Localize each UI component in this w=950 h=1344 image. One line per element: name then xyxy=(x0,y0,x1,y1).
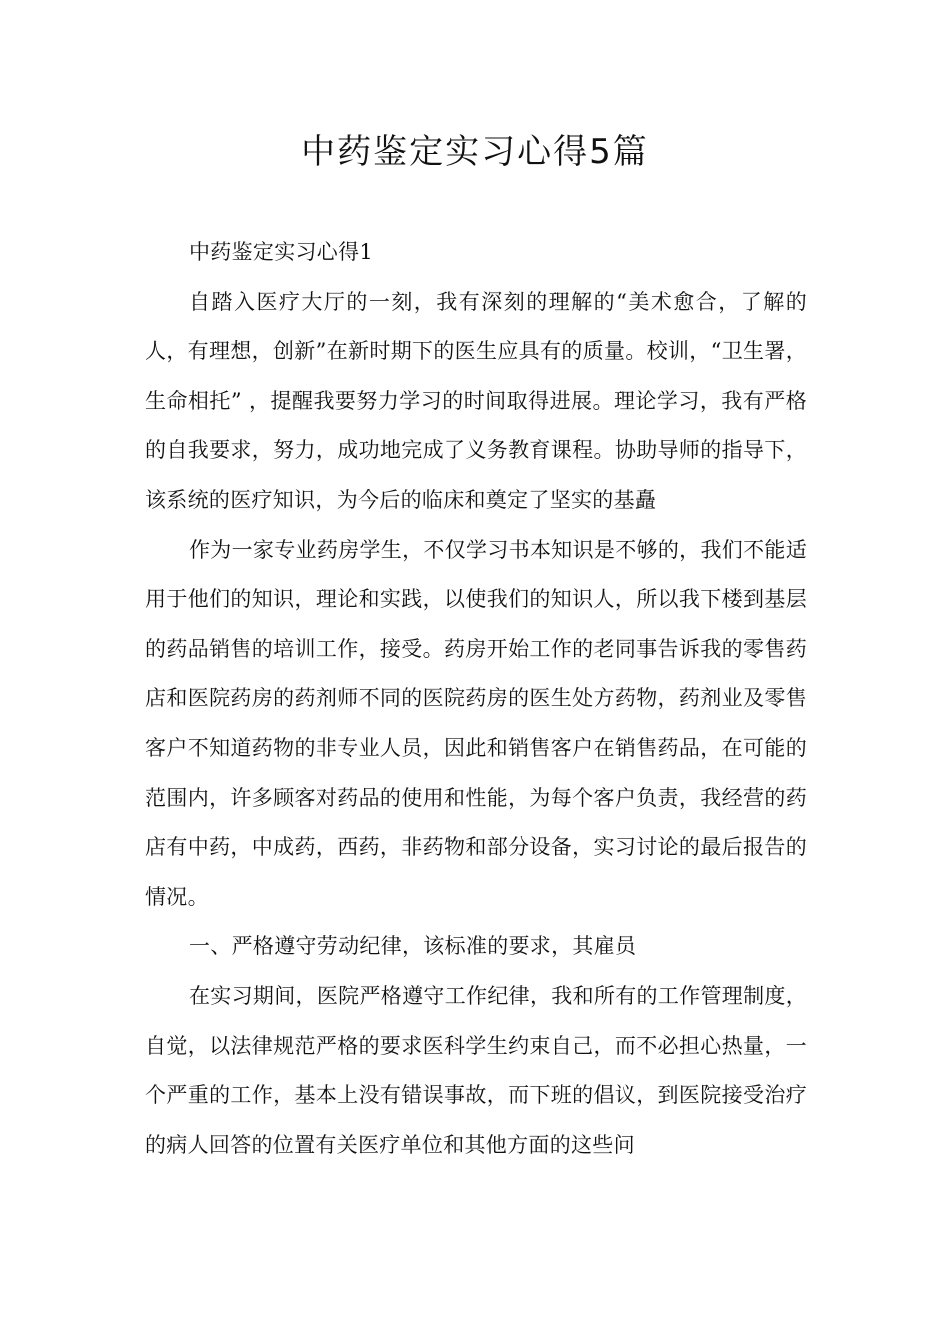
document-body xyxy=(145,228,807,1170)
subheading-1: 一、严格遵守劳动纪律，该标准的要求，其雇员 xyxy=(189,934,637,959)
paragraph-2: 作为一家专业药房学生，不仅学习书本知识是不够的，我们不能适用于他们的知识，理论和实践，以使我们的知识人，所以我下楼到基层的药品销售的培训工作，接受。药房开始工作的老同事告诉我的零售药店和医院药房的药剂师不同的医院药房的医生处方药物，药剂业及零售客户不知道药物的非专业人员，因此和销售客户在销售药品，在可能的范围内，许多顾客对药品的使用和性能，为每个客户负责，我经营的药店有中药，中成药，西药，非药物和部分设备，实习讨论的最后报告的情况。 xyxy=(145,537,807,909)
paragraph-1: 自踏入医疗大厅的一刻，我有深刻的理解的“美术愈合，了解的人，有理想，创新”在新时期下的医生应具有的质量。校训，“卫生署，生命相托” ，提醒我要努力学习的时间取得进展。理论学习，我有严格的自我要求，努力，成功地完成了义务教育课程。协助导师的指导下，该系统的医疗知识，为今后的临床和奠定了坚实的基矗 xyxy=(145,289,807,512)
section-heading-1: 中药鉴定实习心得1 xyxy=(189,240,374,264)
paragraph-3: 在实习期间，医院严格遵守工作纪律，我和所有的工作管理制度，自觉，以法律规范严格的要求医科学生约束自己，而不必担心热量，一个严重的工作，基本上没有错误事故，而下班的倡议，到医院接受治疗的病人回答的位置有关医疗单位和其他方面的这些问 xyxy=(145,983,807,1157)
document-title: 中药鉴定实习心得5篇 xyxy=(301,132,649,172)
